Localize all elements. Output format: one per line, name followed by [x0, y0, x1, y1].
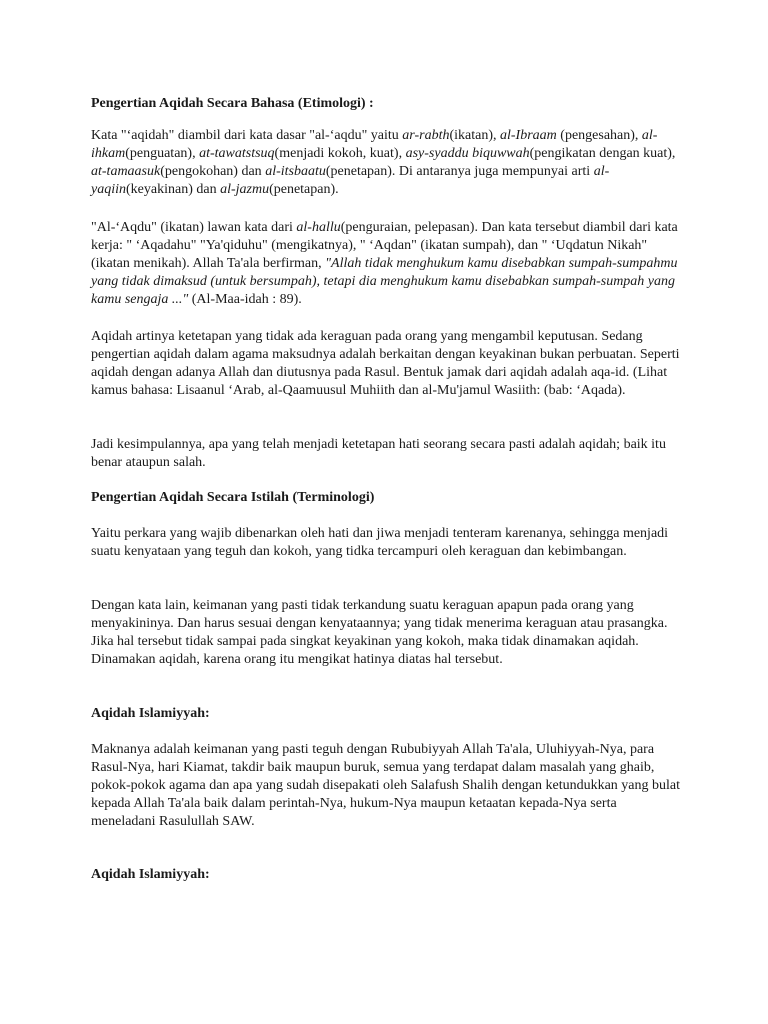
term-al-itsbaatu: al-itsbaatu	[265, 164, 326, 179]
text-run: (ikatan),	[449, 128, 500, 143]
text-run: (pengokohan) dan	[160, 164, 266, 179]
paragraph-kata-aqidah	[91, 127, 681, 199]
text-run: (keyakinan) dan	[126, 182, 221, 197]
paragraph-maknanya: Maknanya adalah keimanan yang pasti teguh dengan Rububiyyah Allah Ta'ala, Uluhiyyah-Nya, para Rasul-Nya, hari Kiamat, takdir baik maupun buruk, semua yang terdapat dalam masalah yang ghaib, pokok-pokok agama dan apa yang sudah disepakati oleh Salafush Shalih dengan ketundukkan yang bulat kepada Allah Ta'ala baik dalam perintah-Nya, hukum-Nya maupun ketaatan kepada-Nya serta meneladani Rasulullah SAW.	[91, 742, 681, 829]
term-ar-rabth: ar-rabth	[402, 128, 450, 143]
text-run: "Al-‘Aqdu" (ikatan) lawan kata dari	[91, 220, 297, 235]
term-at-tamaasuk: at-tamaasuk	[91, 164, 161, 179]
paragraph-aqidah-artinya: Aqidah artinya ketetapan yang tidak ada keraguan pada orang yang mengambil keputusan. Sedang pengertian aqidah dalam agama maksudnya adalah berkaitan dengan keyakinan bukan perbuatan. Seperti aqidah dengan adanya Allah dan diutusnya pada Rasul. Bentuk jamak dari aqidah adalah aqa-id. (Lihat kamus bahasa: Lisaanul ‘Arab, al-Qaamuusul Muhiith dan al-Mu'jamul Wasiith: (bab: ‘Aqada).	[91, 329, 680, 398]
paragraph-kesimpulan: Jadi kesimpulannya, apa yang telah menjadi ketetapan hati seorang secara pasti adalah aqidah; baik itu benar ataupun salah.	[91, 437, 666, 470]
term-at-tawatstsuq: at-tawatstsuq	[199, 146, 275, 161]
term-asy-syaddu: asy-syaddu biquwwah	[405, 146, 530, 161]
text-run: (penetapan). Di antaranya juga mempunyai arti	[325, 164, 594, 179]
text-run: (penetapan).	[269, 182, 339, 197]
text-run: (penguraian, pelepasan). Dan kata tersebut diambil dari kata kerja: " ‘Aqadahu" "Ya'qiduhu" (mengikatnya), " ‘Aqdan" (ikatan sumpah), dan " ‘Uqdatun Nikah" (ikatan menikah). Allah Ta'ala berfirman,	[91, 220, 678, 271]
paragraph-dengan-kata-lain: Dengan kata lain, keimanan yang pasti tidak terkandung suatu keraguan apapun pada orang yang menyakininya. Dan harus sesuai dengan kenyataannya; yang tidak menerima keraguan atau prasangka. Jika hal tersebut tidak sampai pada singkat keyakinan yang kokoh, maka tidak dinamakan aqidah. Dinamakan aqidah, karena orang itu mengikat hatinya diatas hal tersebut.	[91, 598, 668, 667]
term-al-hallu: al-hallu	[296, 220, 341, 235]
term-al-ihkam: al-ihkam	[91, 128, 658, 161]
paragraph-yaitu-perkara: Yaitu perkara yang wajib dibenarkan oleh hati dan jiwa menjadi tenteram karenanya, sehingga menjadi suatu kenyataan yang teguh dan kokoh, yang tidka tercampuri oleh keraguan dan kebimbangan.	[91, 526, 669, 559]
heading-etimologi: Pengertian Aqidah Secara Bahasa (Etimologi) :	[91, 96, 374, 111]
heading-aqidah-islamiyyah: Aqidah Islamiyyah:	[91, 706, 210, 721]
text-run: (pengesahan),	[556, 128, 642, 143]
term-al-ibraam: al-Ibraam	[500, 128, 557, 143]
term-al-yaqiin: al-yaqiin	[91, 164, 610, 197]
heading-aqidah-islamiyyah-2: Aqidah Islamiyyah:	[91, 867, 210, 882]
heading-terminologi: Pengertian Aqidah Secara Istilah (Terminologi)	[91, 490, 375, 505]
text-run: Kata "‘aqidah" diambil dari kata dasar "al-‘aqdu" yaitu	[91, 128, 403, 143]
term-al-jazmu: al-jazmu	[220, 182, 270, 197]
paragraph-al-aqdu	[91, 219, 681, 309]
text-run: (penguatan),	[125, 146, 200, 161]
quran-quote: "Allah tidak menghukum kamu disebabkan sumpah-sumpahmu yang tidak dimaksud (untuk bersumpah), tetapi dia menghukum kamu disebabkan sumpah-sumpah yang kamu sengaja ..."	[91, 256, 678, 307]
text-run: (pengikatan dengan kuat),	[529, 146, 676, 161]
text-run: (menjadi kokoh, kuat),	[274, 146, 406, 161]
text-run: (Al-Maa-idah : 89).	[188, 292, 302, 307]
